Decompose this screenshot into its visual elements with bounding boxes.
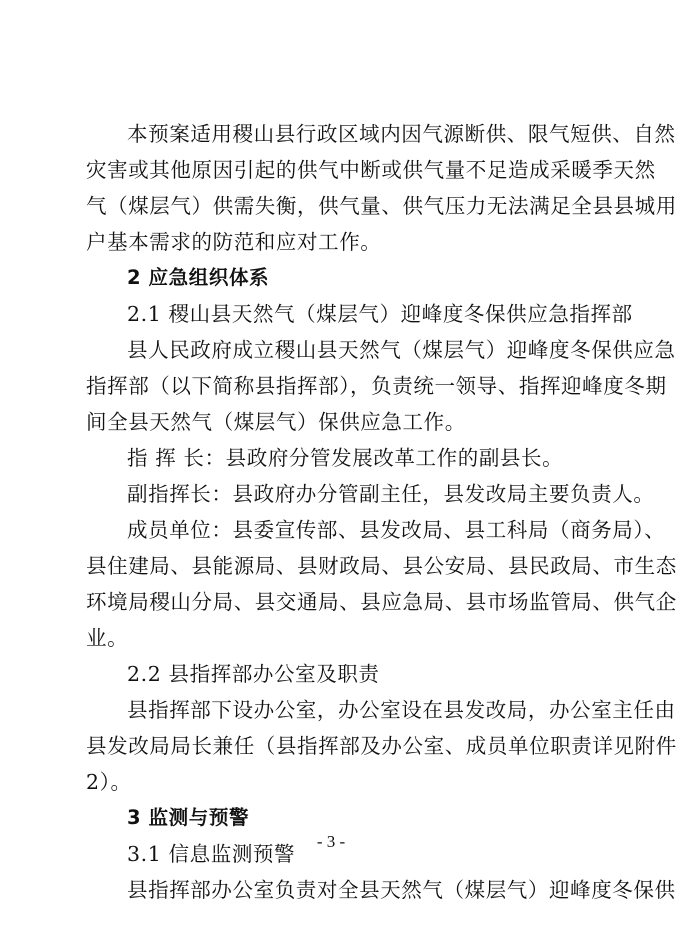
heading-text: 2.1 稷山县天然气（煤层气）迎峰度冬保供应急指挥部 [127, 302, 633, 326]
heading-text: 3 监测与预警 [127, 806, 250, 829]
paragraph-members [86, 512, 677, 656]
text-line: 县人民政府成立稷山县天然气（煤层气）迎峰度冬保供应急 [127, 338, 676, 362]
paragraph-monitoring [86, 872, 676, 908]
text-line: 业。 [86, 626, 129, 650]
paragraph-scope [86, 116, 677, 260]
text-line: 本预案适用稷山县行政区域内因气源断供、限气短供、自然 [127, 122, 676, 146]
text-line: 户基本需求的防范和应对工作。 [86, 230, 382, 254]
text-line: 副指挥长：县政府办分管副主任，县发改局主要负责人。 [127, 482, 655, 506]
paragraph-office [86, 692, 677, 800]
text-line: 间全县天然气（煤层气）保供应急工作。 [86, 410, 466, 434]
text-line: 成员单位：县委宣传部、县发改局、县工科局（商务局）、 [127, 518, 666, 542]
heading-text: 2 应急组织体系 [127, 266, 270, 289]
text-line: 灾害或其他原因引起的供气中断或供气量不足造成采暖季天然 [86, 158, 656, 182]
paragraph-headquarters [86, 332, 676, 440]
heading-text: 3.1 信息监测预警 [127, 842, 296, 866]
text-line: 县指挥部下设办公室，办公室设在县发改局，办公室主任由 [127, 698, 676, 722]
text-line: 指挥部（以下简称县指挥部），负责统一领导、指挥迎峰度冬期 [86, 374, 667, 398]
text-line: 指 挥 长：县政府分管发展改革工作的副县长。 [127, 446, 564, 470]
text-line: 县发改局局长兼任（县指挥部及办公室、成员单位职责详见附件 [86, 734, 677, 758]
text-line: 县住建局、县能源局、县财政局、县公安局、县民政局、市生态 [86, 554, 677, 578]
heading-text: 2.2 县指挥部办公室及职责 [127, 662, 380, 686]
section-heading-2 [86, 260, 582, 296]
document-body [86, 116, 677, 908]
page-number: - 3 - [316, 832, 346, 851]
section-heading-2-1 [86, 296, 633, 332]
paragraph-deputy-commander [86, 476, 655, 512]
paragraph-commander [86, 440, 582, 476]
text-line: 环境局稷山分局、县交通局、县应急局、县市场监管局、供气企 [86, 590, 677, 614]
section-heading-3 [86, 800, 582, 836]
text-line: 2）。 [86, 770, 132, 794]
section-heading-2-2 [86, 656, 582, 692]
text-line: 气（煤层气）供需失衡，供气量、供气压力无法满足全县县城用 [86, 194, 677, 218]
text-line: 县指挥部办公室负责对全县天然气（煤层气）迎峰度冬保供 [127, 878, 676, 902]
